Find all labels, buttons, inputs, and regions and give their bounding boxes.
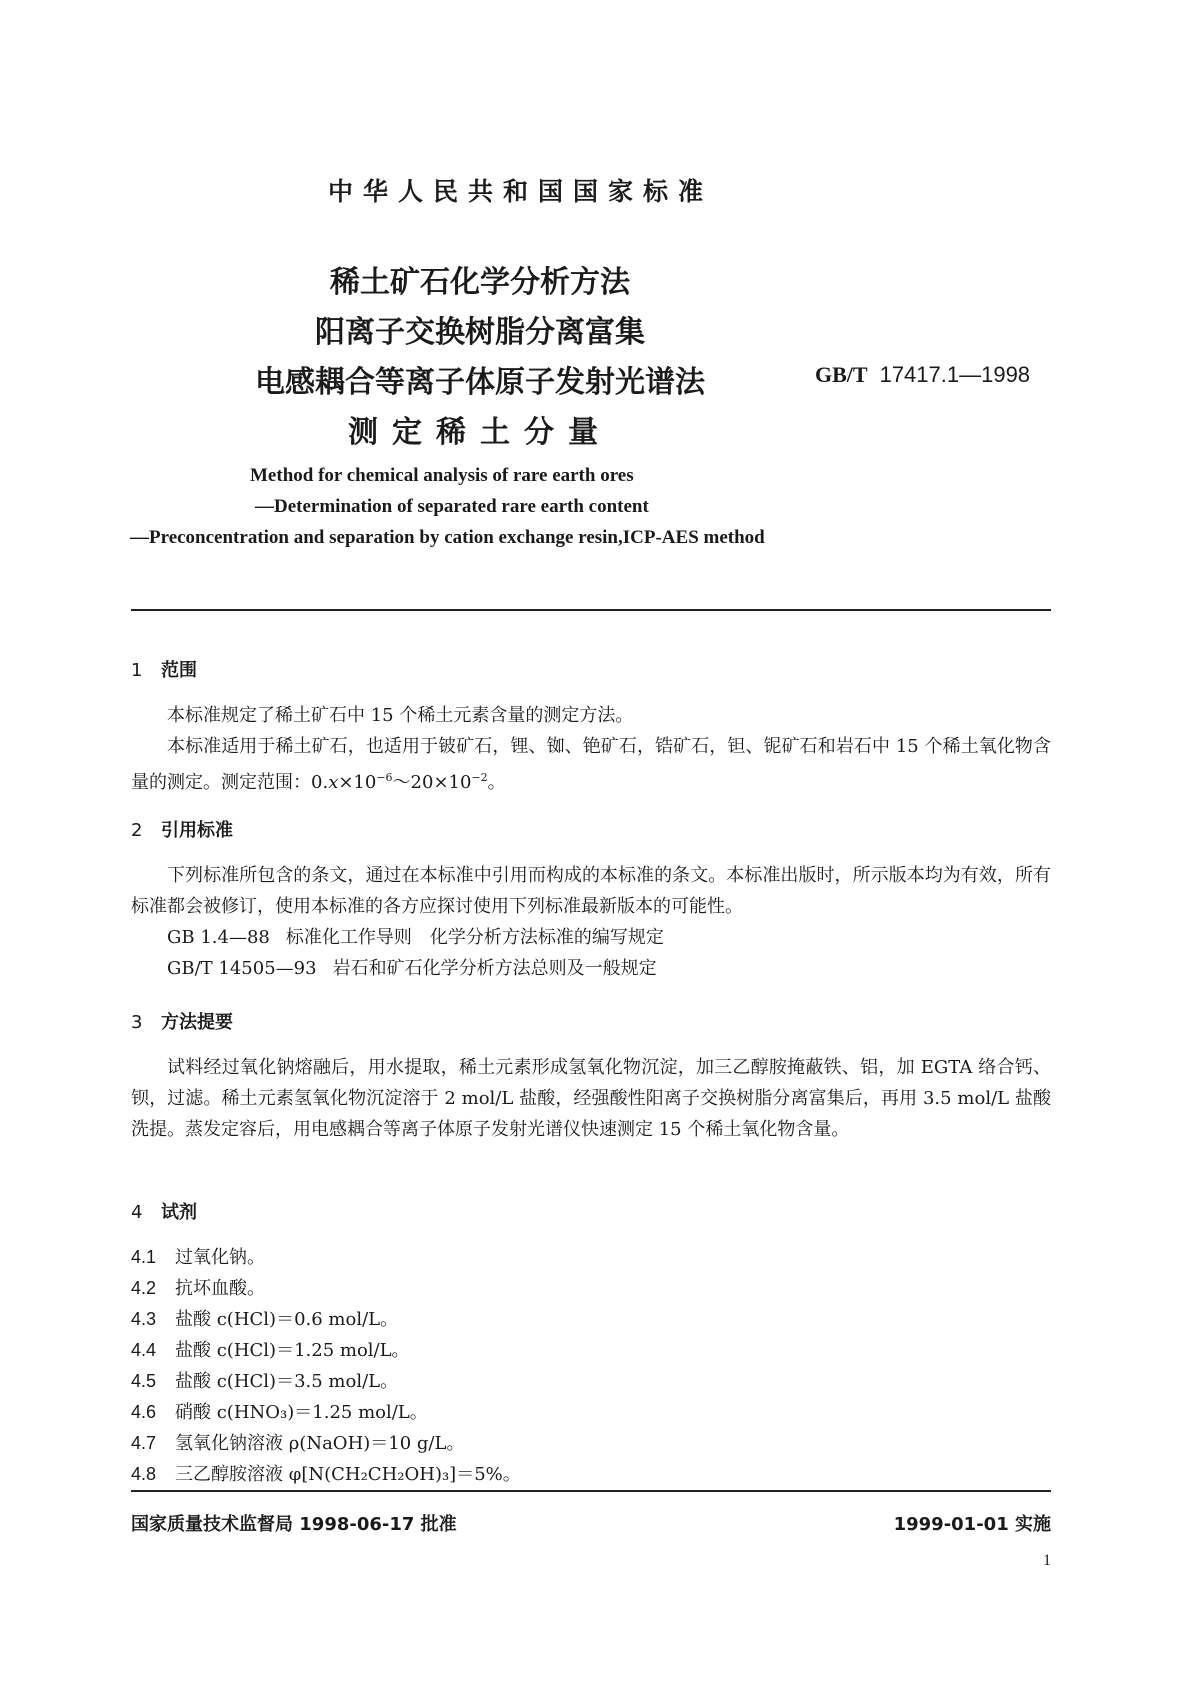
reagent-item (131, 1304, 1051, 1335)
title-line-2: 阳离子交换树脂分离富集 (315, 315, 645, 350)
standard-code (815, 362, 1030, 388)
reagent-item (131, 1459, 1051, 1490)
title-line-1: 稀土矿石化学分析方法 (330, 265, 630, 300)
section-number: 2 (131, 820, 143, 841)
paragraph: 试料经过氧化钠熔融后，用水提取，稀土元素形成氢氧化物沉淀，加三乙醇胺掩蔽铁、铝，加 EGTA 络合钙、钡，过滤。稀土元素氢氧化物沉淀溶于 2 mol/L 盐酸，经强酸性阳离子交换树脂分离富集后，再用 3.5 mol/L 盐酸洗提。蒸发定容后，用电感耦合等离子体原子发射光谱仪快速测定 15 个稀土氧化物含量。 (131, 1057, 1051, 1140)
implementation-date: 1999-01-01 实施 (893, 1514, 1051, 1535)
reagent-number: 4.4 (131, 1340, 157, 1360)
reagent-text: 抗坏血酸。 (175, 1278, 265, 1299)
paragraph: 本标准适用于稀土矿石，也适用于铍矿石，锂、铷、铯矿石，锆矿石，钽、铌矿石和岩石中 15 个稀土氧化物含量的测定。测定范围：$0.x\times 10^{-6}\sim 20\times 10^{-2}$。 (131, 736, 1051, 793)
reagent-item (131, 1397, 1051, 1428)
section-title: 范围 (161, 660, 197, 681)
english-title-line-1: Method for chemical analysis of rare earth ores (250, 465, 634, 486)
national-standard-header (0, 172, 1191, 208)
reagent-number: 4.2 (131, 1278, 157, 1298)
reagent-item (131, 1335, 1051, 1366)
english-title-line-3: —Preconcentration and separation by cation exchange resin,ICP-AES method (130, 527, 765, 548)
reference-code: GB/T 14505—93 (167, 958, 317, 979)
reagent-text: 盐酸 c(HCl)＝1.25 mol/L。 (175, 1340, 410, 1361)
national-standard-label: 中华人民共和国国家标准 (327, 177, 713, 206)
reagent-text: 盐酸 c(HCl)＝3.5 mol/L。 (175, 1371, 399, 1392)
section-heading (131, 1197, 1051, 1228)
reference-title: 标准化工作导则 化学分析方法标准的编写规定 (285, 927, 664, 948)
reagent-number: 4.6 (131, 1402, 157, 1422)
standard-code-prefix: GB/T (815, 362, 868, 387)
page-number: 1 (1043, 1552, 1051, 1569)
reagent-number: 4.5 (131, 1371, 157, 1391)
header-divider (131, 609, 1051, 611)
title-line-3: 电感耦合等离子体原子发射光谱法 (255, 365, 705, 400)
section-normative-references (131, 815, 1051, 984)
reagent-item (131, 1366, 1051, 1397)
reagent-number: 4.7 (131, 1433, 157, 1453)
section-reagents (131, 1197, 1051, 1490)
reagent-item (131, 1242, 1051, 1273)
english-title (120, 460, 880, 553)
english-title-line-2: —Determination of separated rare earth content (255, 496, 649, 517)
section-scope (131, 655, 1051, 798)
reference-item (131, 953, 1051, 984)
reagent-text: 硝酸 c(HNO₃)＝1.25 mol/L。 (175, 1402, 428, 1423)
standard-code-number: 17417.1—1998 (879, 362, 1031, 387)
section-number: 4 (131, 1202, 143, 1223)
title-line-4: 测定稀土分量 (348, 415, 612, 450)
reference-item (131, 922, 1051, 953)
reagent-text: 氢氧化钠溶液 ρ(NaOH)＝10 g/L。 (175, 1433, 465, 1454)
section-heading (131, 1007, 1051, 1038)
section-method-summary (131, 1007, 1051, 1145)
section-number: 1 (131, 660, 143, 681)
reagent-number: 4.3 (131, 1309, 157, 1329)
document-title (220, 258, 740, 458)
reagent-text: 盐酸 c(HCl)＝0.6 mol/L。 (175, 1309, 399, 1330)
approval-info: 国家质量技术监督局 1998-06-17 批准 (131, 1514, 457, 1535)
reagent-number: 4.8 (131, 1464, 157, 1484)
reagent-number: 4.1 (131, 1247, 157, 1267)
section-title: 试剂 (161, 1202, 197, 1223)
paragraph: 本标准规定了稀土矿石中 15 个稀土元素含量的测定方法。 (167, 705, 634, 726)
section-number: 3 (131, 1012, 143, 1033)
section-title: 方法提要 (161, 1012, 233, 1033)
section-heading (131, 815, 1051, 846)
section-heading (131, 655, 1051, 686)
reagent-text: 三乙醇胺溶液 φ[N(CH₂CH₂OH)₃]＝5%。 (175, 1464, 521, 1485)
section-title: 引用标准 (161, 820, 233, 841)
paragraph: 下列标准所包含的条文，通过在本标准中引用而构成的本标准的条文。本标准出版时，所示版本均为有效，所有标准都会被修订，使用本标准的各方应探讨使用下列标准最新版本的可能性。 (131, 865, 1051, 917)
footer-divider (131, 1490, 1051, 1492)
reagent-item (131, 1273, 1051, 1304)
reference-title: 岩石和矿石化学分析方法总则及一般规定 (332, 958, 657, 979)
reference-code: GB 1.4—88 (167, 927, 270, 948)
reagent-text: 过氧化钠。 (175, 1247, 265, 1268)
reagent-item (131, 1428, 1051, 1459)
